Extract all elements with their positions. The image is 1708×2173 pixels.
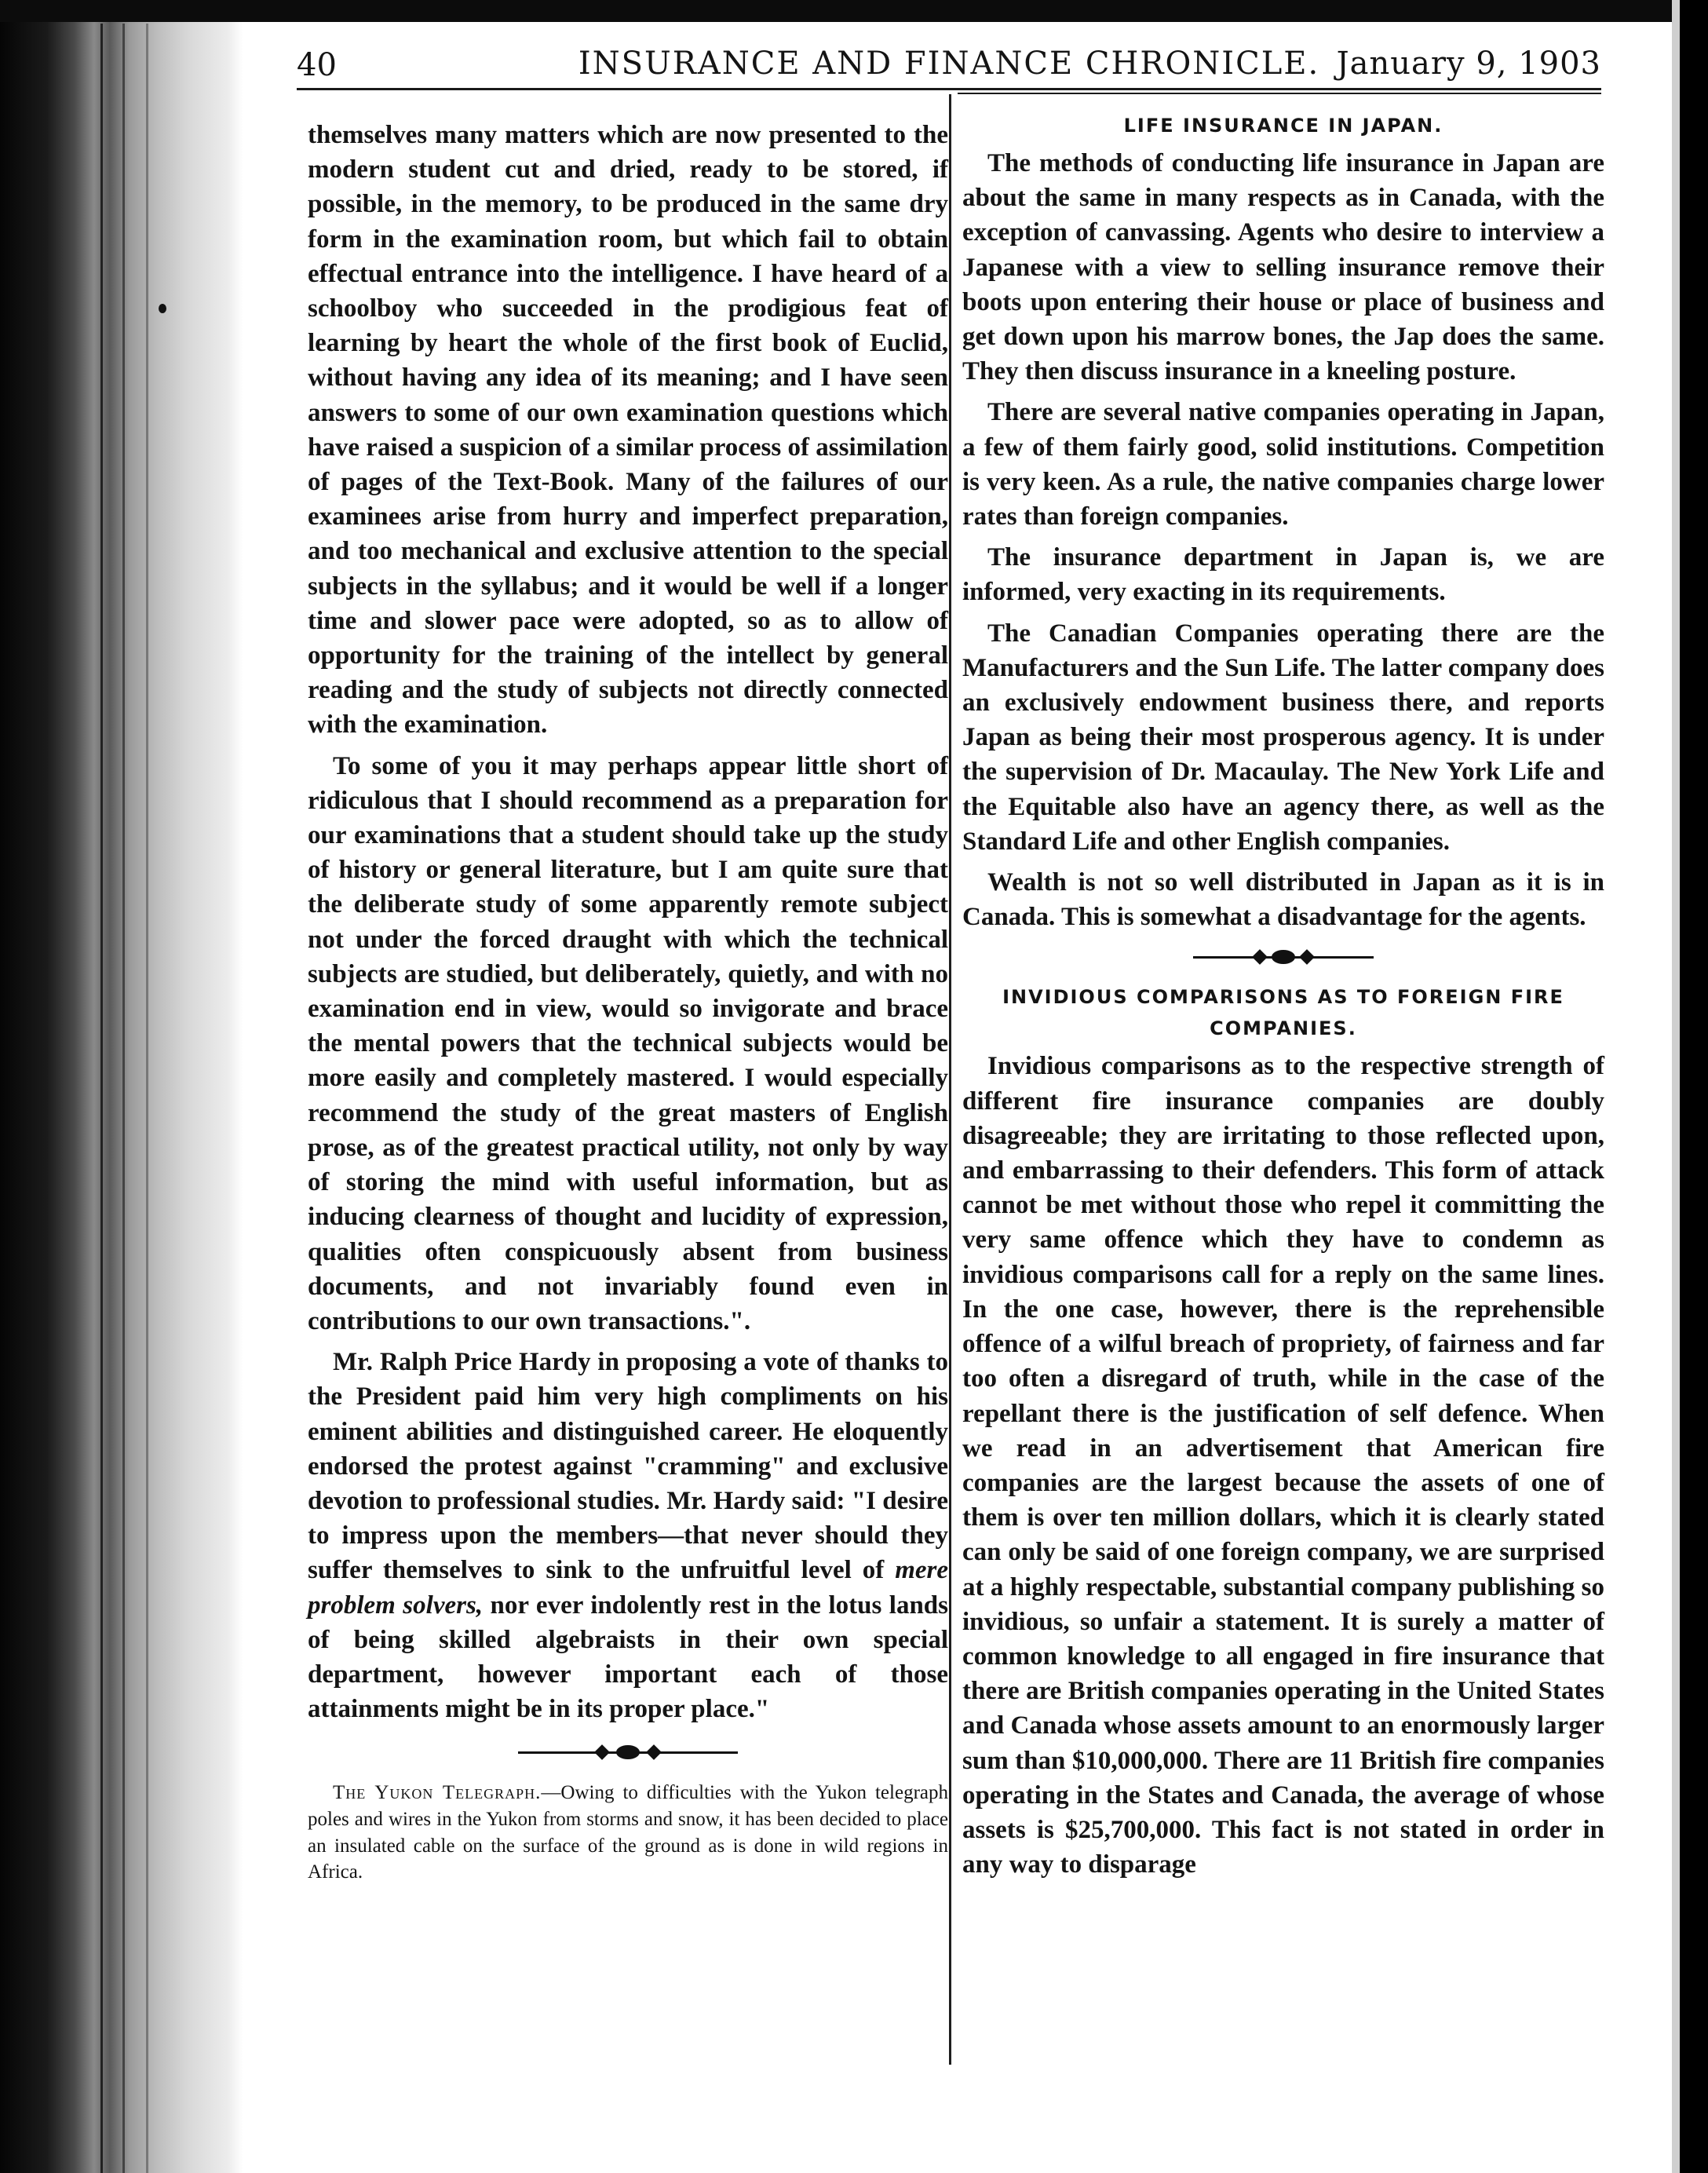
section-ornament (1193, 948, 1374, 966)
binding-line (146, 24, 148, 2173)
paragraph: There are several native companies operating in Japan, a few of them fairly good, solid institutions. Competition is very keen. As a rule, the native companies charge lower rates than foreign companies. (962, 398, 1604, 531)
paragraph: The insurance department in Japan is, we are informed, very exacting in its requirements. (962, 543, 1604, 607)
binding-line (100, 24, 103, 2173)
running-header (297, 38, 1601, 89)
column-divider (949, 94, 951, 2065)
margin-dot (159, 304, 166, 313)
right-column (962, 110, 1604, 1882)
paragraph: themselves many matters which are now presented to the modern student cut and dried, ready to be stored, if possible, in the memory, to be produced in the same dry form in the examination room, but which fail to obtain effectual entrance into the intelligence. I have heard of a schoolboy who succeeded in the prodigious feat of learning by heart the whole of the first book of Euclid, without having any idea of its meaning; and I have seen answers to some of our own examination questions which have raised a suspicion of a similar process of assimilation of pages of the Text-Book. Many of the failures of our examinees arise from hurry and imperfect preparation, and too mechanical and exclusive attention to the special subjects in the syllabus; and it would be well if a longer time and slower pace were adopted, so as to allow of opportunity for the training of the intellect by general reading and the study of subjects not directly connected with the examination. (308, 121, 948, 740)
paragraph: The Canadian Companies operating there are the Manufacturers and the Sun Life. The latter company does an exclusively endowment business there, and reports Japan as being their most prosperous agency. It is under the supervision of Dr. Macaulay. The New York Life and the Equitable also have an agency there, as well as the Standard Life and other English companies. (962, 619, 1604, 856)
section-heading: LIFE INSURANCE IN JAPAN. (1123, 115, 1443, 137)
paragraph: Invidious comparisons as to the respective strength of different fire insurance companies are doubly disagreeable; they are irritating to those reflected upon, and embarrassing to their defenders. This form of attack cannot be met without those who repel it committing the very same offence which they have to condemn as invidious comparisons call for a reply on the same lines. In the one case, however, there is the reprehensible offence of a wilful breach of propriety, of fairness and far too often a disregard of truth, while in the case of the repellant there is the justification of self defence. When we read in an advertisement that American fire companies are the largest because the assets of one of them is over ten million dollars, which it is clearly stated can only be said of one foreign company, we are surprised at a highly respectable, substantial company publishing so invidious, so unfair a statement. It is surely a matter of common knowledge to all engaged in fire insurance that there are British companies operating in the United States and Canada whose assets amount to an enormously larger sum than $10,000,000. There are 11 British fire companies operating in the States and Canada, the average of whose assets is $25,700,000. This fact is not stated in order in any way to disparage (962, 1052, 1604, 1879)
note-body: —Owing to difficulties with the Yukon telegraph poles and wires in the Yukon from storms and snow, it has been decided to place an insulated cable on the surface of the ground as is done in wild regions in Africa. (308, 1782, 948, 1883)
binding-line (122, 24, 125, 2173)
scan-edge-right (1680, 0, 1708, 2173)
note-title: The Yukon Telegraph. (333, 1782, 542, 1804)
section-heading: INVIDIOUS COMPARISONS AS TO FOREIGN FIRE (1002, 986, 1564, 1009)
paragraph: Wealth is not so well distributed in Japan as it is in Canada. This is somewhat a disadvantage for the agents. (962, 868, 1604, 932)
page-binding (0, 0, 243, 2173)
paragraph: To some of you it may perhaps appear little short of ridiculous that I should recommend as a preparation for our examinations that a student should take up the study of history or general literature, but I am quite sure that the deliberate study of some apparently remote subject not under the forced draught with which the technical subjects are studied, but deliberately, quietly, and with no examination end in view, would so invigorate and brace the mental powers that the technical subjects would be more easily and completely mastered. I would especially recommend the study of the great masters of English prose, as of the greatest practical utility, not only by way of storing the mind with useful information, but as inducing clearness of thought and lucidity of expression, qualities often conspicuously absent from business documents, and not invariably found even in contributions to our own transactions.". (308, 751, 948, 1335)
section-ornament (518, 1744, 738, 1761)
italic-phrase: mere problem solvers, (308, 1556, 948, 1620)
paragraph (308, 1345, 948, 1726)
header-rule-secondary (958, 93, 1601, 94)
paragraph-text: Mr. Ralph Price Hardy in proposing a vote of thanks to the President paid him very high compliments on his eminent abilities and distinguished career. He eloquently endorsed the protest against "cramming" and exclusive devotion to professional studies. Mr. Hardy said: "I desire to impress upon the members—that never should they suffer themselves to sink to the unfruitful level of (308, 1348, 948, 1585)
paragraph: The methods of conducting life insurance in Japan are about the same in many respects as in Canada, with the exception of canvassing. Agents who desire to interview a Japanese with a view to selling insurance remove their boots upon entering their house or place of business and get down upon his marrow bones, the Jap does the same. They then discuss insurance in a kneeling posture. (962, 149, 1604, 386)
left-column (308, 118, 948, 1886)
news-note (308, 1780, 948, 1885)
publication-title: INSURANCE AND FINANCE CHRONICLE. (578, 46, 1320, 82)
section-heading: COMPANIES. (1210, 1017, 1357, 1040)
issue-date: January 9, 1903 (1336, 46, 1601, 82)
page-number: 40 (297, 47, 337, 83)
header-rule (297, 88, 1601, 90)
paragraph-text: nor ever indolently rest in the lotus lands of being skilled algebraists in their own special department, however important each of those attainments might be in its proper place." (308, 1590, 948, 1724)
scan-edge-top (0, 0, 1708, 22)
